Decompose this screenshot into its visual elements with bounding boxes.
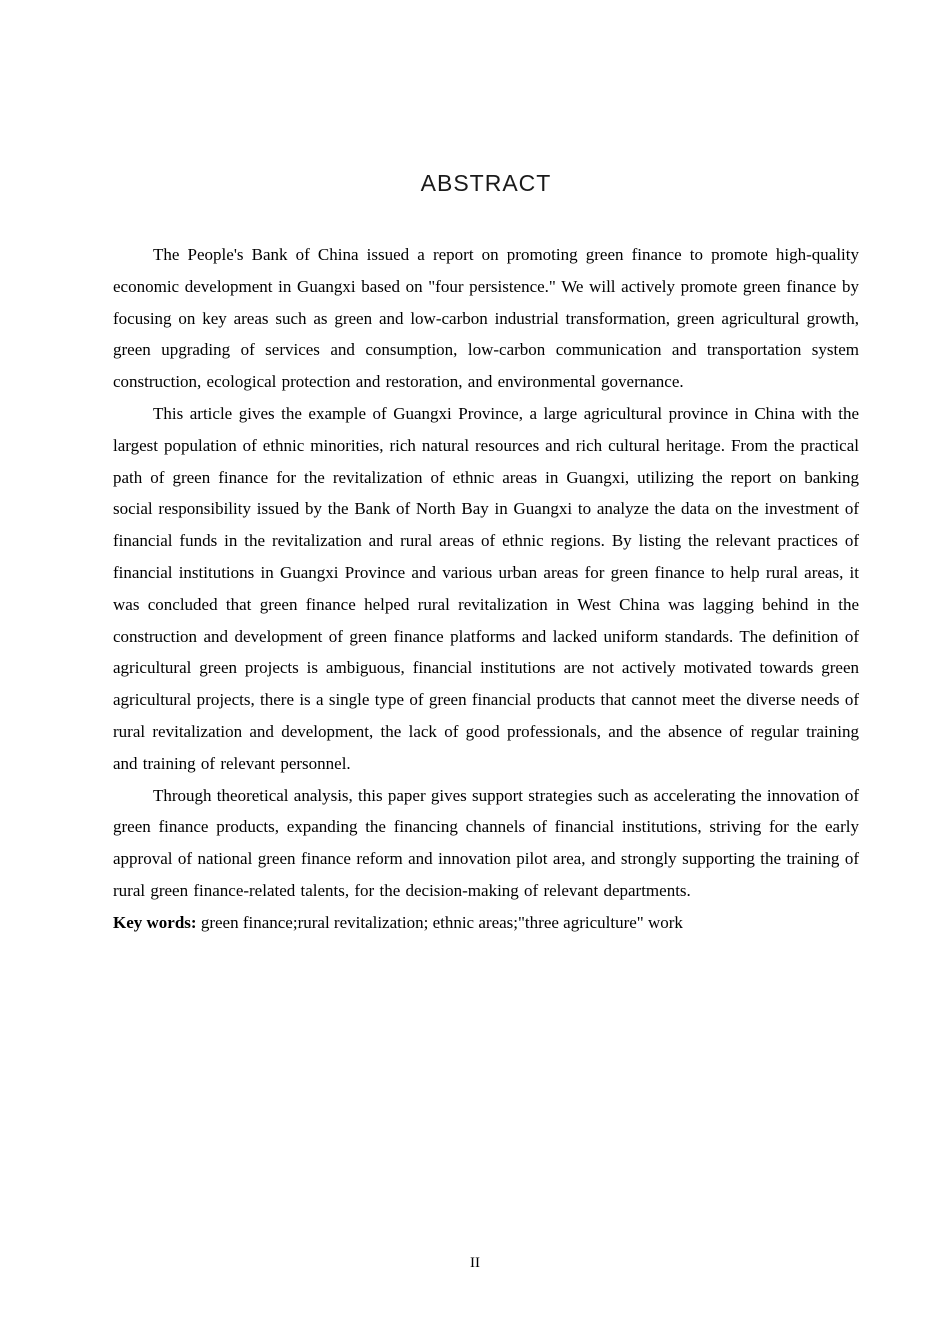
abstract-paragraph-1: The People's Bank of China issued a report on promoting green finance to promote high-quality economic development in Guangxi based on "four persistence." We will actively promote green finance by focusing on key areas such as green and low-carbon industrial transformation, green agricultural growth, green upgrading of services and consumption, low-carbon communication and transportation system construction, ecological protection and restoration, and environmental governance. — [113, 245, 859, 392]
abstract-paragraph-3: Through theoretical analysis, this paper gives support strategies such as accelerating the innovation of green finance products, expanding the financing channels of financial institutions, striving for the early approval of national green finance reform and innovation pilot area, and strongly supporting the training of rural green finance-related talents, for the decision-making of relevant departments. — [113, 785, 860, 900]
page-number: II — [470, 1255, 480, 1271]
abstract-body — [113, 239, 859, 939]
keywords-label: Key words: — [113, 912, 197, 932]
keywords-line — [113, 907, 859, 939]
keywords-text: green finance;rural revitalization; ethnic areas;"three agriculture" work — [196, 912, 683, 932]
page-title: ABSTRACT — [420, 170, 552, 196]
abstract-paragraph-2: This article gives the example of Guangxi Province, a large agricultural province in China with the largest population of ethnic minorities, rich natural resources and rich cultural heritage. From the practical path of green finance for the revitalization of ethnic areas in Guangxi, utilizing the report on banking social responsibility issued by the Bank of North Bay in Guangxi to analyze the data on the investment of financial funds in the revitalization and rural areas of ethnic regions. By listing the relevant practices of financial institutions in Guangxi Province and various urban areas for green finance to help rural areas, it was concluded that green finance helped rural revitalization in West China was lagging behind in the construction and development of green finance platforms and lacked uniform standards. The definition of agricultural green projects is ambiguous, financial institutions are not actively motivated towards green agricultural projects, there is a single type of green financial products that cannot meet the diverse needs of rural revitalization and development, the lack of good professionals, and the absence of regular training and training of relevant personnel. — [113, 403, 859, 773]
